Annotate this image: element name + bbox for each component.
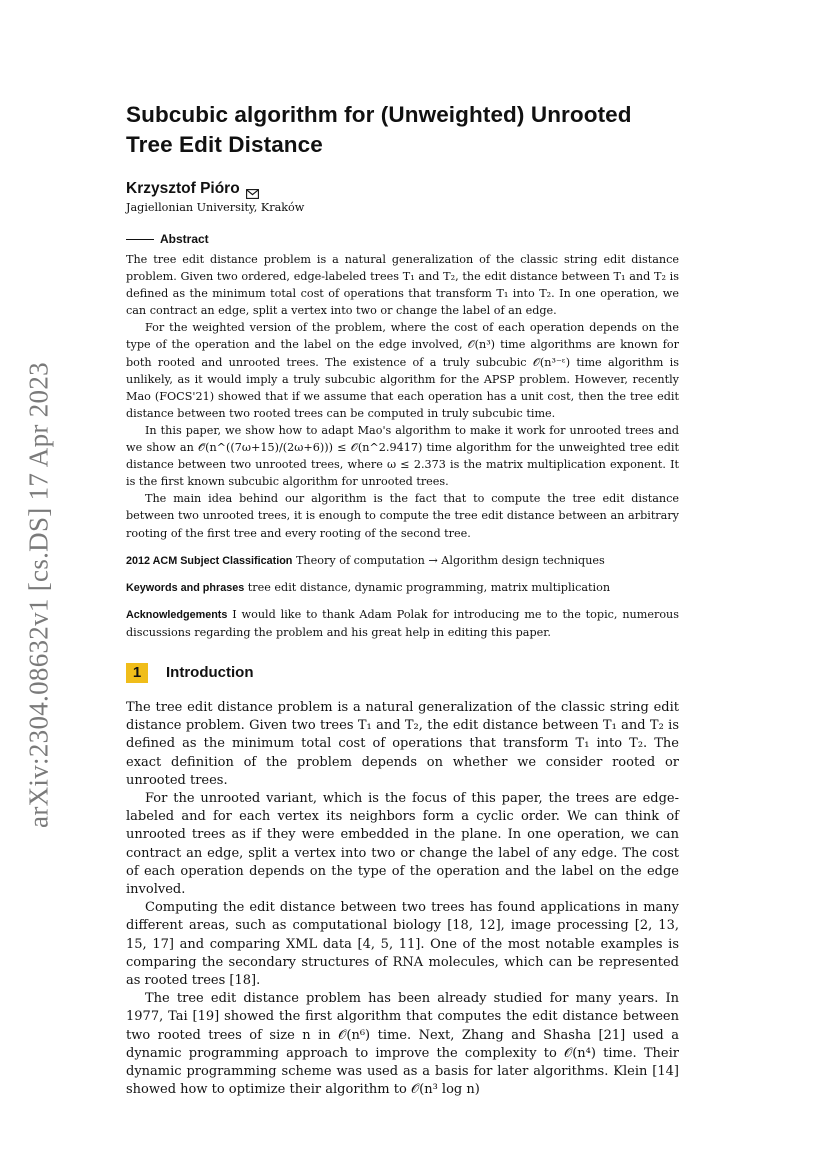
abstract-body: [126, 251, 679, 542]
title-line-2: Tree Edit Distance: [126, 132, 323, 157]
intro-paragraph-2: For the unrooted variant, which is the focus of this paper, the trees are edge-labeled and for each vertex its neighbors form a cyclic order. We can think of unrooted trees as if they were embedded in the plane. In one operation, we can contract an edge, split a vertex into two or change the label of any edge. The cost of each operation depends on the type of the operation and the label on the edge involved.: [126, 790, 679, 897]
acm-value: Theory of computation → Algorithm design techniques: [295, 553, 605, 567]
envelope-icon[interactable]: [246, 184, 259, 194]
section-heading-introduction: [126, 663, 679, 683]
author-name: Krzysztof Pióro: [126, 180, 240, 197]
abstract-heading: [126, 232, 679, 246]
abstract-paragraph-4: The main idea behind our algorithm is the fact that to compute the tree edit distance between two unrooted trees, it is enough to compute the tree edit distance between an arbitrary rooting of the first tree and every rooting of the second tree.: [126, 492, 679, 540]
acm-label: 2012 ACM Subject Classification: [126, 554, 293, 567]
ack-value: I would like to thank Adam Polak for introducing me to the topic, numerous discussions regarding the problem and his great help in editing this paper.: [126, 607, 679, 639]
affiliation: Jagiellonian University, Kraków: [126, 201, 305, 214]
abstract-paragraph-2: For the weighted version of the problem, where the cost of each operation depends on the type of the operation and the label on the edge involved, 𝒪(n³) time algorithms are known for both rooted and unrooted trees. The existence of a truly subcubic 𝒪(n³⁻ᵋ) time algorithm is unlikely, as it would imply a truly subcubic algorithm for the APSP problem. However, recently Mao (FOCS'21) showed that if we assume that each operation has a unit cost, then the tree edit distance between two rooted trees can be computed in truly subcubic time.: [126, 321, 679, 420]
arxiv-identifier: arXiv:2304.08632v1 [cs.DS] 17 Apr 2023: [23, 362, 54, 828]
intro-paragraph-3: Computing the edit distance between two trees has found applications in many different areas, such as computational biology [18, 12], image processing [2, 13, 15, 17] and comparing XML data [4, 5, 11]. One of the most notable examples is comparing the secondary structures of RNA molecules, which can be represented as rooted trees [18].: [126, 900, 679, 989]
keywords: [126, 579, 679, 597]
section-title: Introduction: [166, 664, 254, 682]
ack-label: Acknowledgements: [126, 608, 228, 621]
acm-classification: [126, 552, 679, 570]
keywords-value: tree edit distance, dynamic programming, matrix multiplication: [247, 580, 611, 594]
author-line: [126, 180, 679, 198]
introduction-body: [126, 699, 679, 1099]
abstract-rule: [126, 239, 154, 240]
abstract-paragraph-1: The tree edit distance problem is a natural generalization of the classic string edit distance problem. Given two ordered, edge-labeled trees T₁ and T₂, the edit distance between T₁ and T₂ is defined as the minimum total cost of operations that transform T₁ into T₂. In one operation, we can contract an edge, split a vertex into two or change the label of an edge.: [126, 253, 679, 318]
intro-paragraph-1: The tree edit distance problem is a natural generalization of the classic string edit distance problem. Given two trees T₁ and T₂, the edit distance between T₁ and T₂ is defined as the minimum total cost of operations that transform T₁ into T₂. The exact definition of the problem depends on whether we consider rooted or unrooted trees.: [126, 699, 679, 788]
abstract-heading-text: Abstract: [160, 232, 209, 246]
arxiv-sidebar: [4, 330, 74, 860]
paper-page: [126, 100, 679, 1099]
intro-paragraph-4: The tree edit distance problem has been already studied for many years. In 1977, Tai [19] showed the first algorithm that computes the edit distance between two rooted trees of size n in 𝒪(n⁶) time. Next, Zhang and Shasha [21] used a dynamic programming approach to improve the complexity to 𝒪(n⁴) time. Their dynamic programming scheme was used as a basis for later algorithms. Klein [14] showed how to optimize their algorithm to 𝒪(n³ log n): [126, 991, 679, 1098]
paper-title: [126, 100, 679, 160]
abstract-paragraph-3: In this paper, we show how to adapt Mao's algorithm to make it work for unrooted trees and we show an 𝒪̃(n^((7ω+15)/(2ω+6))) ≤ 𝒪(n^2.9417) time algorithm for the unweighted tree edit distance between two unrooted trees, where ω ≤ 2.373 is the matrix multiplication exponent. It is the first known subcubic algorithm for unrooted trees.: [126, 423, 679, 489]
section-number-badge: 1: [126, 663, 148, 683]
acknowledgements: [126, 606, 679, 641]
title-line-1: Subcubic algorithm for (Unweighted) Unrooted: [126, 102, 632, 127]
keywords-label: Keywords and phrases: [126, 581, 245, 594]
